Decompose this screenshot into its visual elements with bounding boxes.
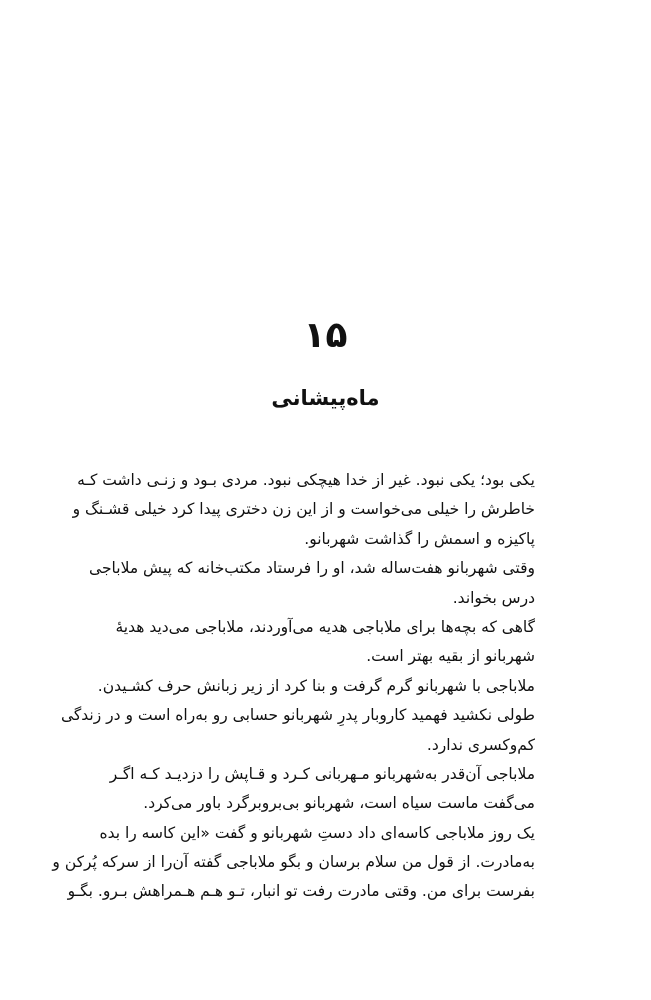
text-line: گاهی که بچه‌ها برای ملاباجی هدیه می‌آوردند، ملاباجی می‌دید هدیهٔ <box>115 617 535 636</box>
text-line: ملاباجی با شهربانو گرم گرفت و بنا کرد از زیر زبانش حرف کشـیدن. <box>97 676 535 695</box>
text-line: وقتی شهربانو هفت‌ساله شد، او را فرستاد مکتب‌خانه که پیش ملاباجی <box>89 559 535 578</box>
text-line: می‌گفت ماست سیاه است، شهربانو بی‌بروبرگرد باور می‌کرد. <box>143 794 535 813</box>
chapter-number: ۱۵ <box>303 315 348 356</box>
text-line: طولی نکشید فهمید کاروبار پدرِ شهربانو حسابی رو به‌راه است و در زندگی <box>60 706 535 725</box>
text-line: به‌مادرت. از قول من سلام برسان و بگو ملاباجی گفته آن‌را از سرکه پُرکن و <box>52 853 535 872</box>
story-text <box>52 466 535 907</box>
chapter-title: ماه‌پیشانی <box>271 386 380 410</box>
text-line: پاکیزه و اسمش را گذاشت شهربانو. <box>304 529 535 548</box>
text-line: یکی بود؛ یکی نبود. غیر از خدا هیچکی نبود. مردی بـود و زنـی داشت کـه <box>77 471 535 489</box>
text-line: خاطرش را خیلی می‌خواست و از این زن دختری پیدا کرد خیلی قشـنگ و <box>72 500 535 519</box>
text-line: شهربانو از بقیه بهتر است. <box>366 647 535 666</box>
text-line: بفرست برای من. وقتی مادرت رفت تو انبار، تـو هـم هـمراهش بـرو. بگـو <box>67 882 535 901</box>
text-line: کم‌وکسری ندارد. <box>426 735 535 754</box>
text-line: درس بخواند. <box>452 588 535 607</box>
text-line: یک روز ملاباجی کاسه‌ای داد دستِ شهربانو و گفت «این کاسه را بده <box>99 823 535 842</box>
text-line: ملاباجی آن‌قدر به‌شهربانو مـهربانی کـرد و قـاپش را دزدیـد کـه اگـر <box>109 764 535 783</box>
